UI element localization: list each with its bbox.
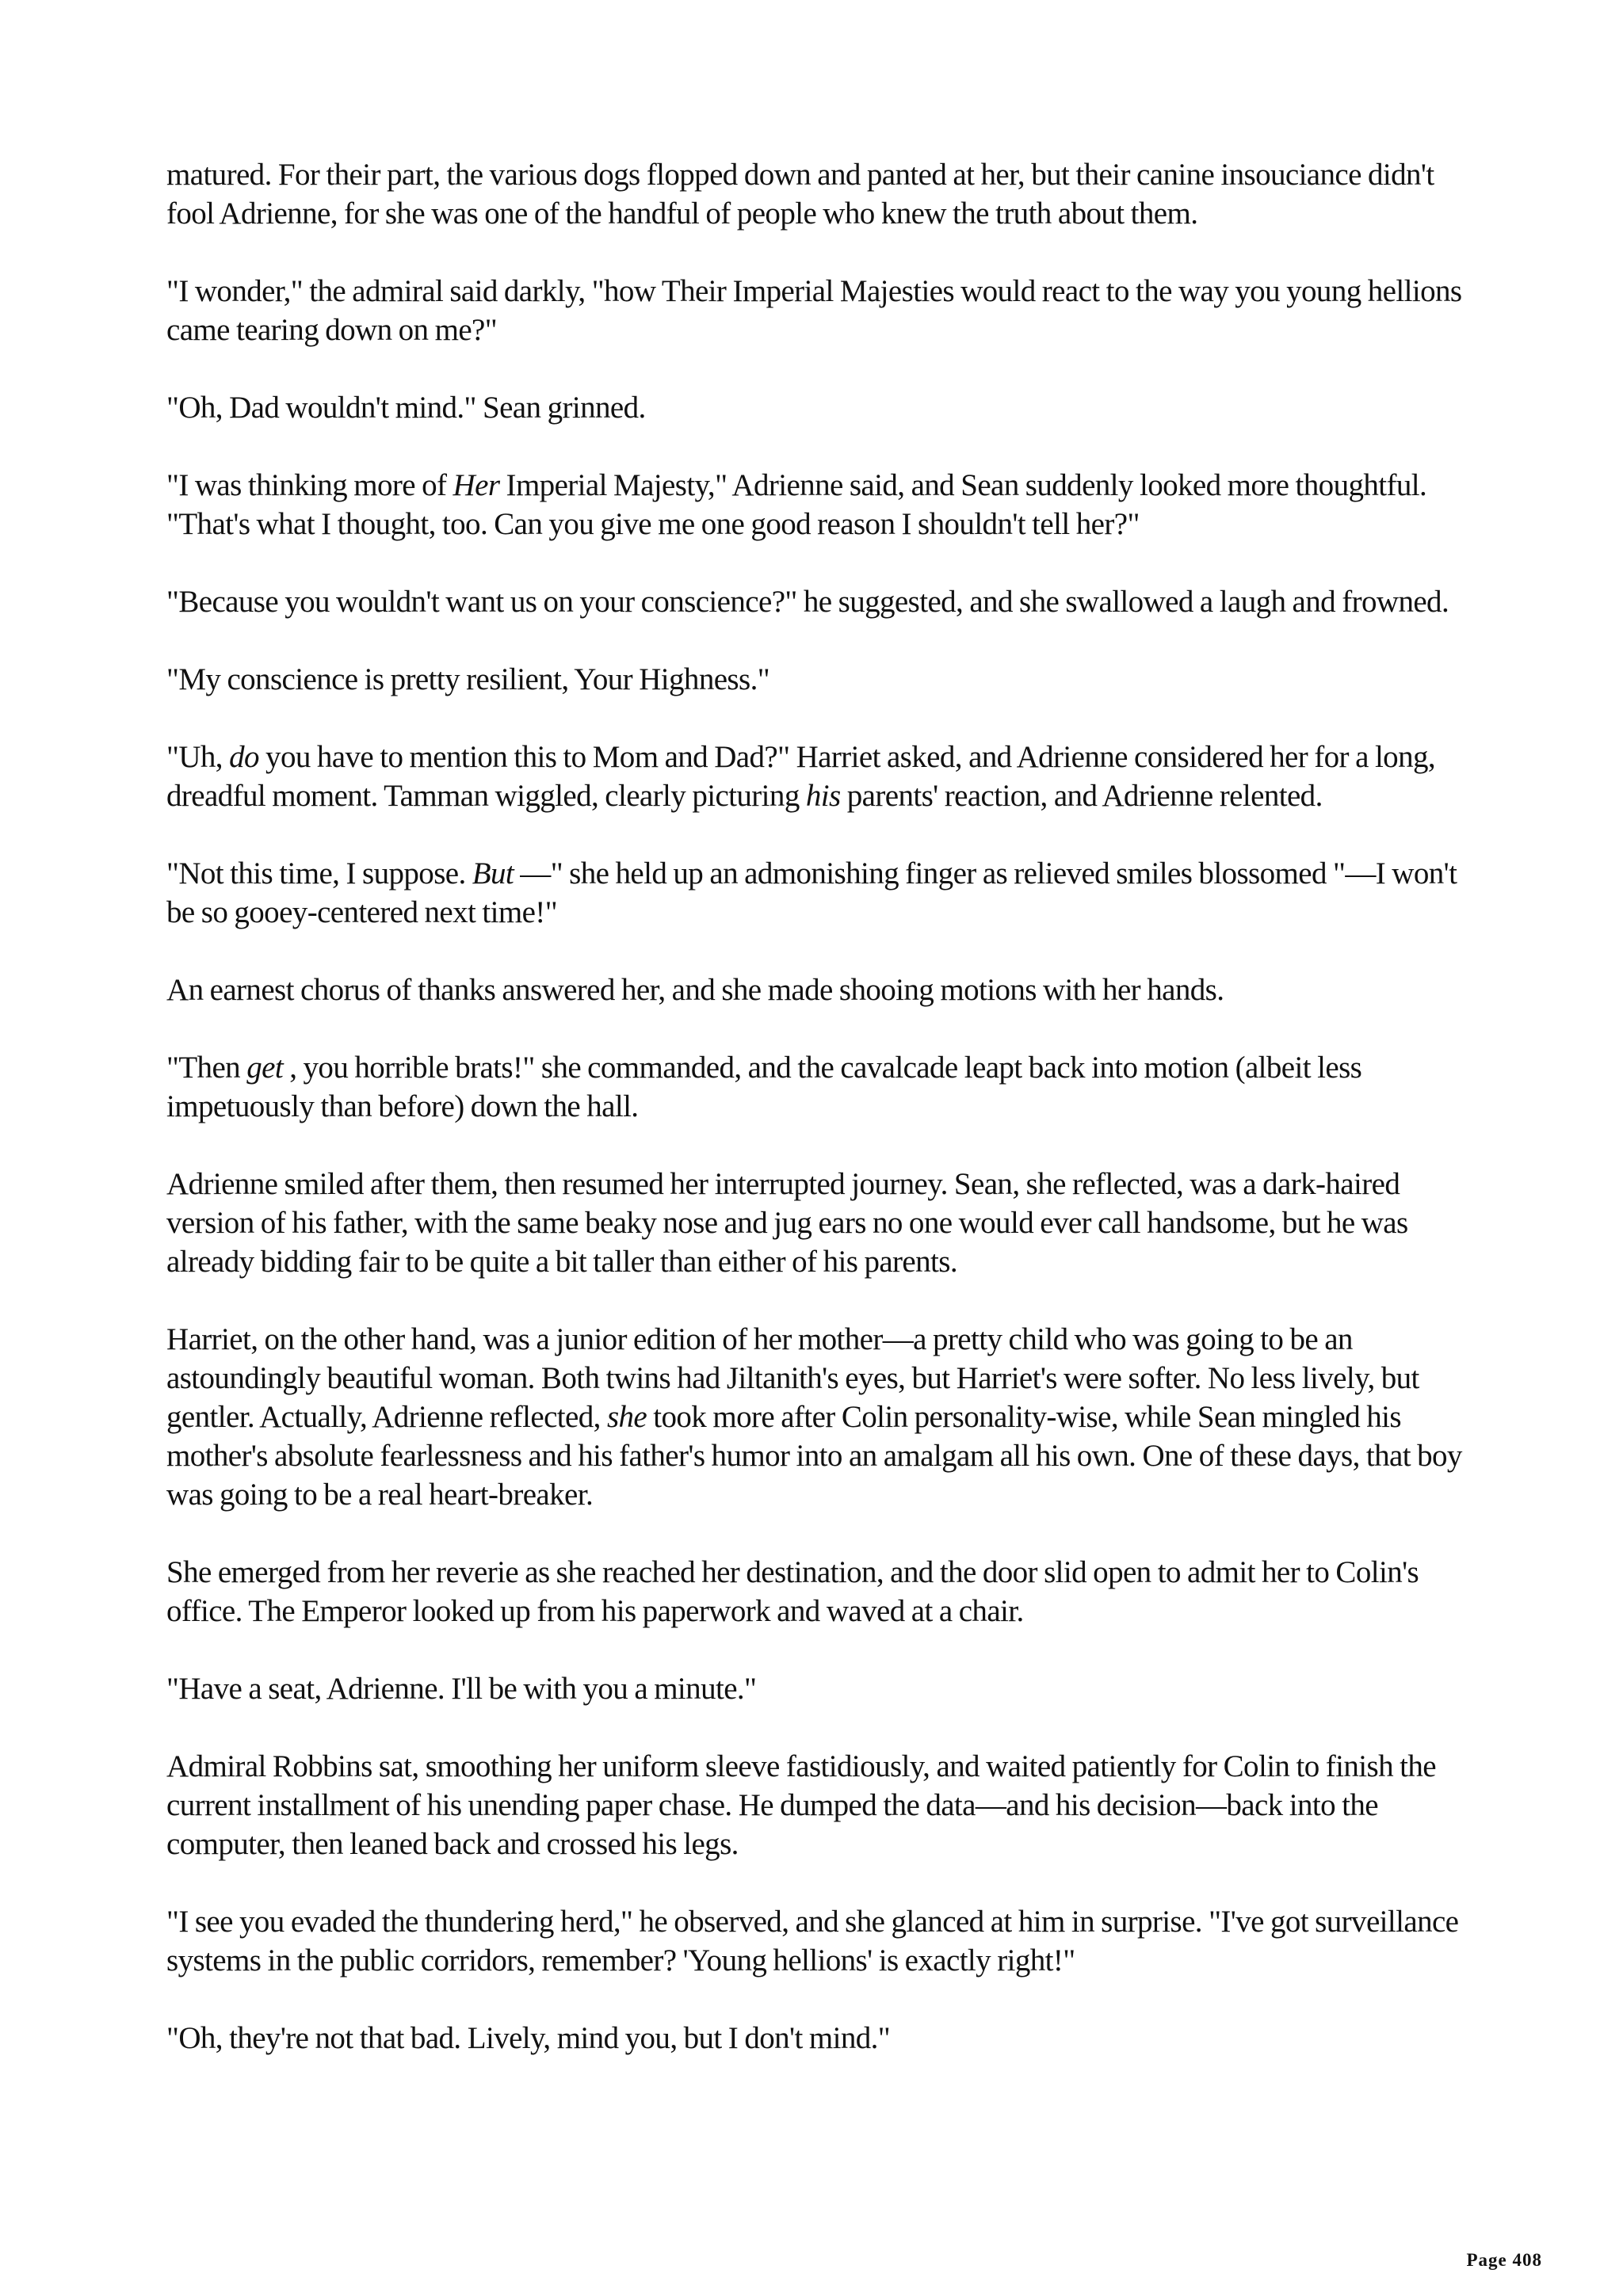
text-run: "Because you wouldn't want us on your conscience?" he suggested, and she swallowed a laugh and frowned. bbox=[166, 585, 1449, 619]
text-run: "I see you evaded the thundering herd," he observed, and she glanced at him in surprise. "I've got surveillance systems in the public corridors, remember? 'Young hellions' is exactly right!" bbox=[166, 1905, 1459, 1978]
paragraph bbox=[166, 466, 1482, 543]
paragraph bbox=[166, 1165, 1482, 1281]
text-run: "Uh, bbox=[166, 740, 230, 774]
paragraph bbox=[166, 2019, 1482, 2058]
text-run: "Not this time, I suppose. bbox=[166, 856, 472, 891]
paragraph bbox=[166, 1747, 1482, 1863]
paragraph bbox=[166, 1048, 1482, 1126]
text-run: you have to mention this to Mom and Dad?" Harriet asked, and Adrienne considered her for a long, dreadful moment. Tamman wiggled, clearly picturing bbox=[166, 740, 1436, 813]
paragraph bbox=[166, 272, 1482, 349]
italic-text: she bbox=[606, 1400, 647, 1434]
text-run: "Oh, they're not that bad. Lively, mind you, but I don't mind." bbox=[166, 2021, 891, 2055]
text-run: , you horrible brats!" she commanded, and the cavalcade leapt back into motion (albeit less impetuously than before) down the hall. bbox=[166, 1051, 1362, 1123]
paragraph bbox=[166, 971, 1482, 1009]
paragraph bbox=[166, 1553, 1482, 1630]
text-run: An earnest chorus of thanks answered her, and she made shooing motions with her hands. bbox=[166, 973, 1224, 1007]
text-run: Imperial Majesty," Adrienne said, and Sean suddenly looked more thoughtful. "That's what I thought, too. Can you give me one good reason I shouldn't tell her?" bbox=[166, 468, 1427, 541]
text-run: Adrienne smiled after them, then resumed her interrupted journey. Sean, she reflected, was a dark-haired version of his father, with the same beaky nose and jug ears no one would ever call handsome, but he was already bidding fair to be quite a bit taller than either of his parents. bbox=[166, 1167, 1408, 1279]
text-run: parents' reaction, and Adrienne relented. bbox=[840, 779, 1323, 813]
italic-text: do bbox=[229, 740, 259, 774]
page-number: Page 408 bbox=[1466, 2250, 1542, 2270]
text-run: Harriet, on the other hand, was a junior edition of her mother—a pretty child who was going to be an astoundingly beautiful woman. Both twins had Jiltanith's eyes, but Harriet's were softer. No less lively, but gentler. Actually, Adrienne reflected, bbox=[166, 1322, 1419, 1434]
italic-text: Her bbox=[453, 468, 500, 502]
text-run: "Oh, Dad wouldn't mind." Sean grinned. bbox=[166, 391, 646, 425]
text-run: "Then bbox=[166, 1051, 247, 1085]
text-run: matured. For their part, the various dogs flopped down and panted at her, but their canine insouciance didn't fool Adrienne, for she was one of the handful of people who knew the truth about them. bbox=[166, 158, 1434, 231]
paragraph bbox=[166, 388, 1482, 427]
paragraph bbox=[166, 155, 1482, 233]
paragraph bbox=[166, 738, 1482, 815]
text-run: "My conscience is pretty resilient, Your Highness." bbox=[166, 662, 770, 696]
text-run: took more after Colin personality-wise, while Sean mingled his mother's absolute fearlessness and his father's humor into an amalgam all his own. One of these days, that boy was going to be a real heart-breaker. bbox=[166, 1400, 1462, 1512]
text-run: —" she held up an admonishing finger as relieved smiles blossomed "—I won't be so gooey-centered next time!" bbox=[166, 856, 1457, 929]
book-page-body bbox=[166, 155, 1482, 2096]
paragraph bbox=[166, 854, 1482, 932]
paragraph bbox=[166, 1320, 1482, 1514]
paragraph bbox=[166, 1902, 1482, 1980]
text-run: She emerged from her reverie as she reached her destination, and the door slid open to admit her to Colin's office. The Emperor looked up from his paperwork and waved at a chair. bbox=[166, 1555, 1419, 1628]
italic-text: But bbox=[472, 856, 514, 891]
italic-text: his bbox=[805, 779, 841, 813]
italic-text: get bbox=[246, 1051, 284, 1085]
text-run: Admiral Robbins sat, smoothing her uniform sleeve fastidiously, and waited patiently for Colin to finish the current installment of his unending paper chase. He dumped the data—and his decision—back into the computer, then leaned back and crossed his legs. bbox=[166, 1749, 1436, 1861]
text-run: "Have a seat, Adrienne. I'll be with you a minute." bbox=[166, 1672, 757, 1706]
text-run: "I wonder," the admiral said darkly, "how Their Imperial Majesties would react to the way you young hellions came tearing down on me?" bbox=[166, 274, 1462, 347]
paragraph bbox=[166, 1669, 1482, 1708]
text-run: "I was thinking more of bbox=[166, 468, 453, 502]
paragraph bbox=[166, 660, 1482, 699]
paragraph bbox=[166, 582, 1482, 621]
